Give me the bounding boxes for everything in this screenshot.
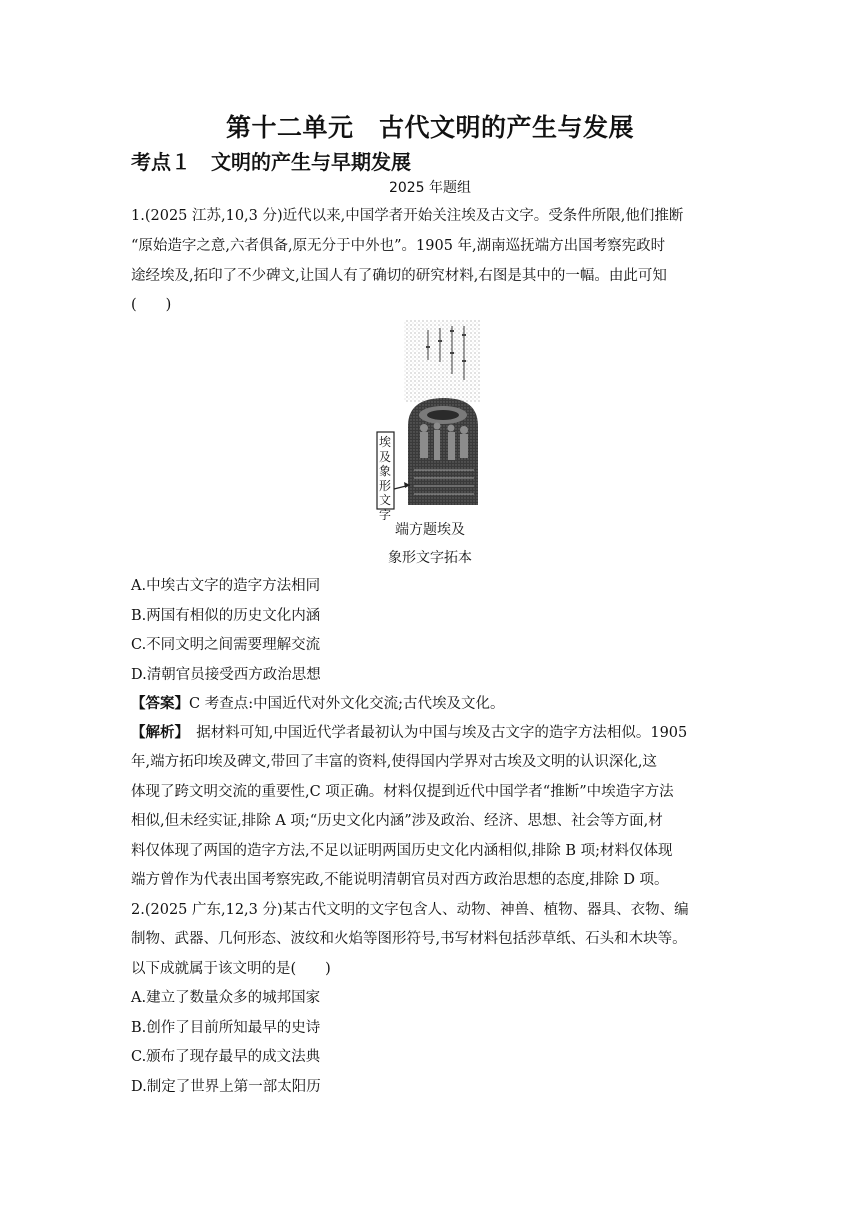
answer-text: C 考查点:中国近代对外文化交流;古代埃及文化。 — [189, 696, 505, 712]
unit-title: 第十二单元 古代文明的产生与发展 — [225, 113, 634, 142]
q1-analysis-line: 相似,但未经实证,排除 A 项;“历史文化内涵”涉及政治、经济、思想、社会等方面,材 — [131, 813, 663, 829]
answer-label: 【答案】 — [131, 695, 189, 712]
q1-option-a: A.中埃古文字的造字方法相同 — [131, 578, 321, 594]
q1-analysis-line: 体现了跨文明交流的重要性,C 项正确。材料仅提到近代中国学者“推断”中埃造字方法 — [131, 784, 674, 800]
figure-caption-line1: 端方题埃及 — [395, 522, 465, 538]
q1-option-c: C.不同文明之间需要理解交流 — [131, 637, 321, 653]
analysis-text: 据材料可知,中国近代学者最初认为中国与埃及古文字的造字方法相似。1905 — [181, 725, 688, 741]
q1-analysis-line: 料仅体现了两国的造字方法,不足以证明两国历史文化内涵相似,排除 B 项;材料仅体现 — [131, 843, 673, 859]
q1-analysis-line — [131, 723, 687, 743]
figure-caption-line2: 象形文字拓本 — [388, 550, 472, 566]
q1-analysis-line: 端方曾作为代表出国考察宪政,不能说明清朝官员对西方政治思想的态度,排除 D 项。 — [131, 872, 669, 888]
q1-stem-line: ( ) — [131, 297, 172, 313]
q1-option-d: D.清朝官员接受西方政治思想 — [131, 667, 321, 683]
q1-stem-line: 途经埃及,拓印了不少碑文,让国人有了确切的研究材料,右图是其中的一幅。由此可知 — [131, 268, 667, 284]
section-heading: 考点１ 文明的产生与早期发展 — [131, 150, 411, 174]
analysis-label: 【解析】 — [131, 724, 182, 741]
q2-option-d: D.制定了世界上第一部太阳历 — [131, 1079, 321, 1095]
q2-option-b: B.创作了目前所知最早的史诗 — [131, 1020, 321, 1036]
q2-option-c: C.颁布了现存最早的成文法典 — [131, 1049, 321, 1065]
q1-stem-line: 1.(2025 江苏,10,3 分)近代以来,中国学者开始关注埃及古文字。受条件所限,他们推断 — [131, 208, 684, 224]
q2-stem-line: 制物、武器、几何形态、波纹和火焰等图形符号,书写材料包括莎草纸、石头和木块等。 — [131, 931, 687, 947]
q1-option-b: B.两国有相似的历史文化内涵 — [131, 608, 321, 624]
year-group-heading: 2025 年题组 — [388, 180, 472, 196]
figure-side-label: 埃及象形文字 — [379, 435, 392, 522]
q1-analysis-line: 年,端方拓印埃及碑文,带回了丰富的资料,使得国内学界对古埃及文明的认识深化,这 — [131, 754, 657, 770]
q2-stem-line: 以下成就属于该文明的是( ) — [131, 961, 331, 977]
stele-rubbing-image — [374, 320, 484, 522]
q2-option-a: A.建立了数量众多的城邦国家 — [131, 990, 321, 1006]
q1-stem-line: “原始造字之意,六者俱备,原无分于中外也”。1905 年,湖南巡抚端方出国考察宪政时 — [131, 238, 666, 254]
q1-answer — [131, 694, 504, 714]
q2-stem-line: 2.(2025 广东,12,3 分)某古代文明的文字包含人、动物、神兽、植物、器具、衣物、编 — [131, 902, 689, 918]
